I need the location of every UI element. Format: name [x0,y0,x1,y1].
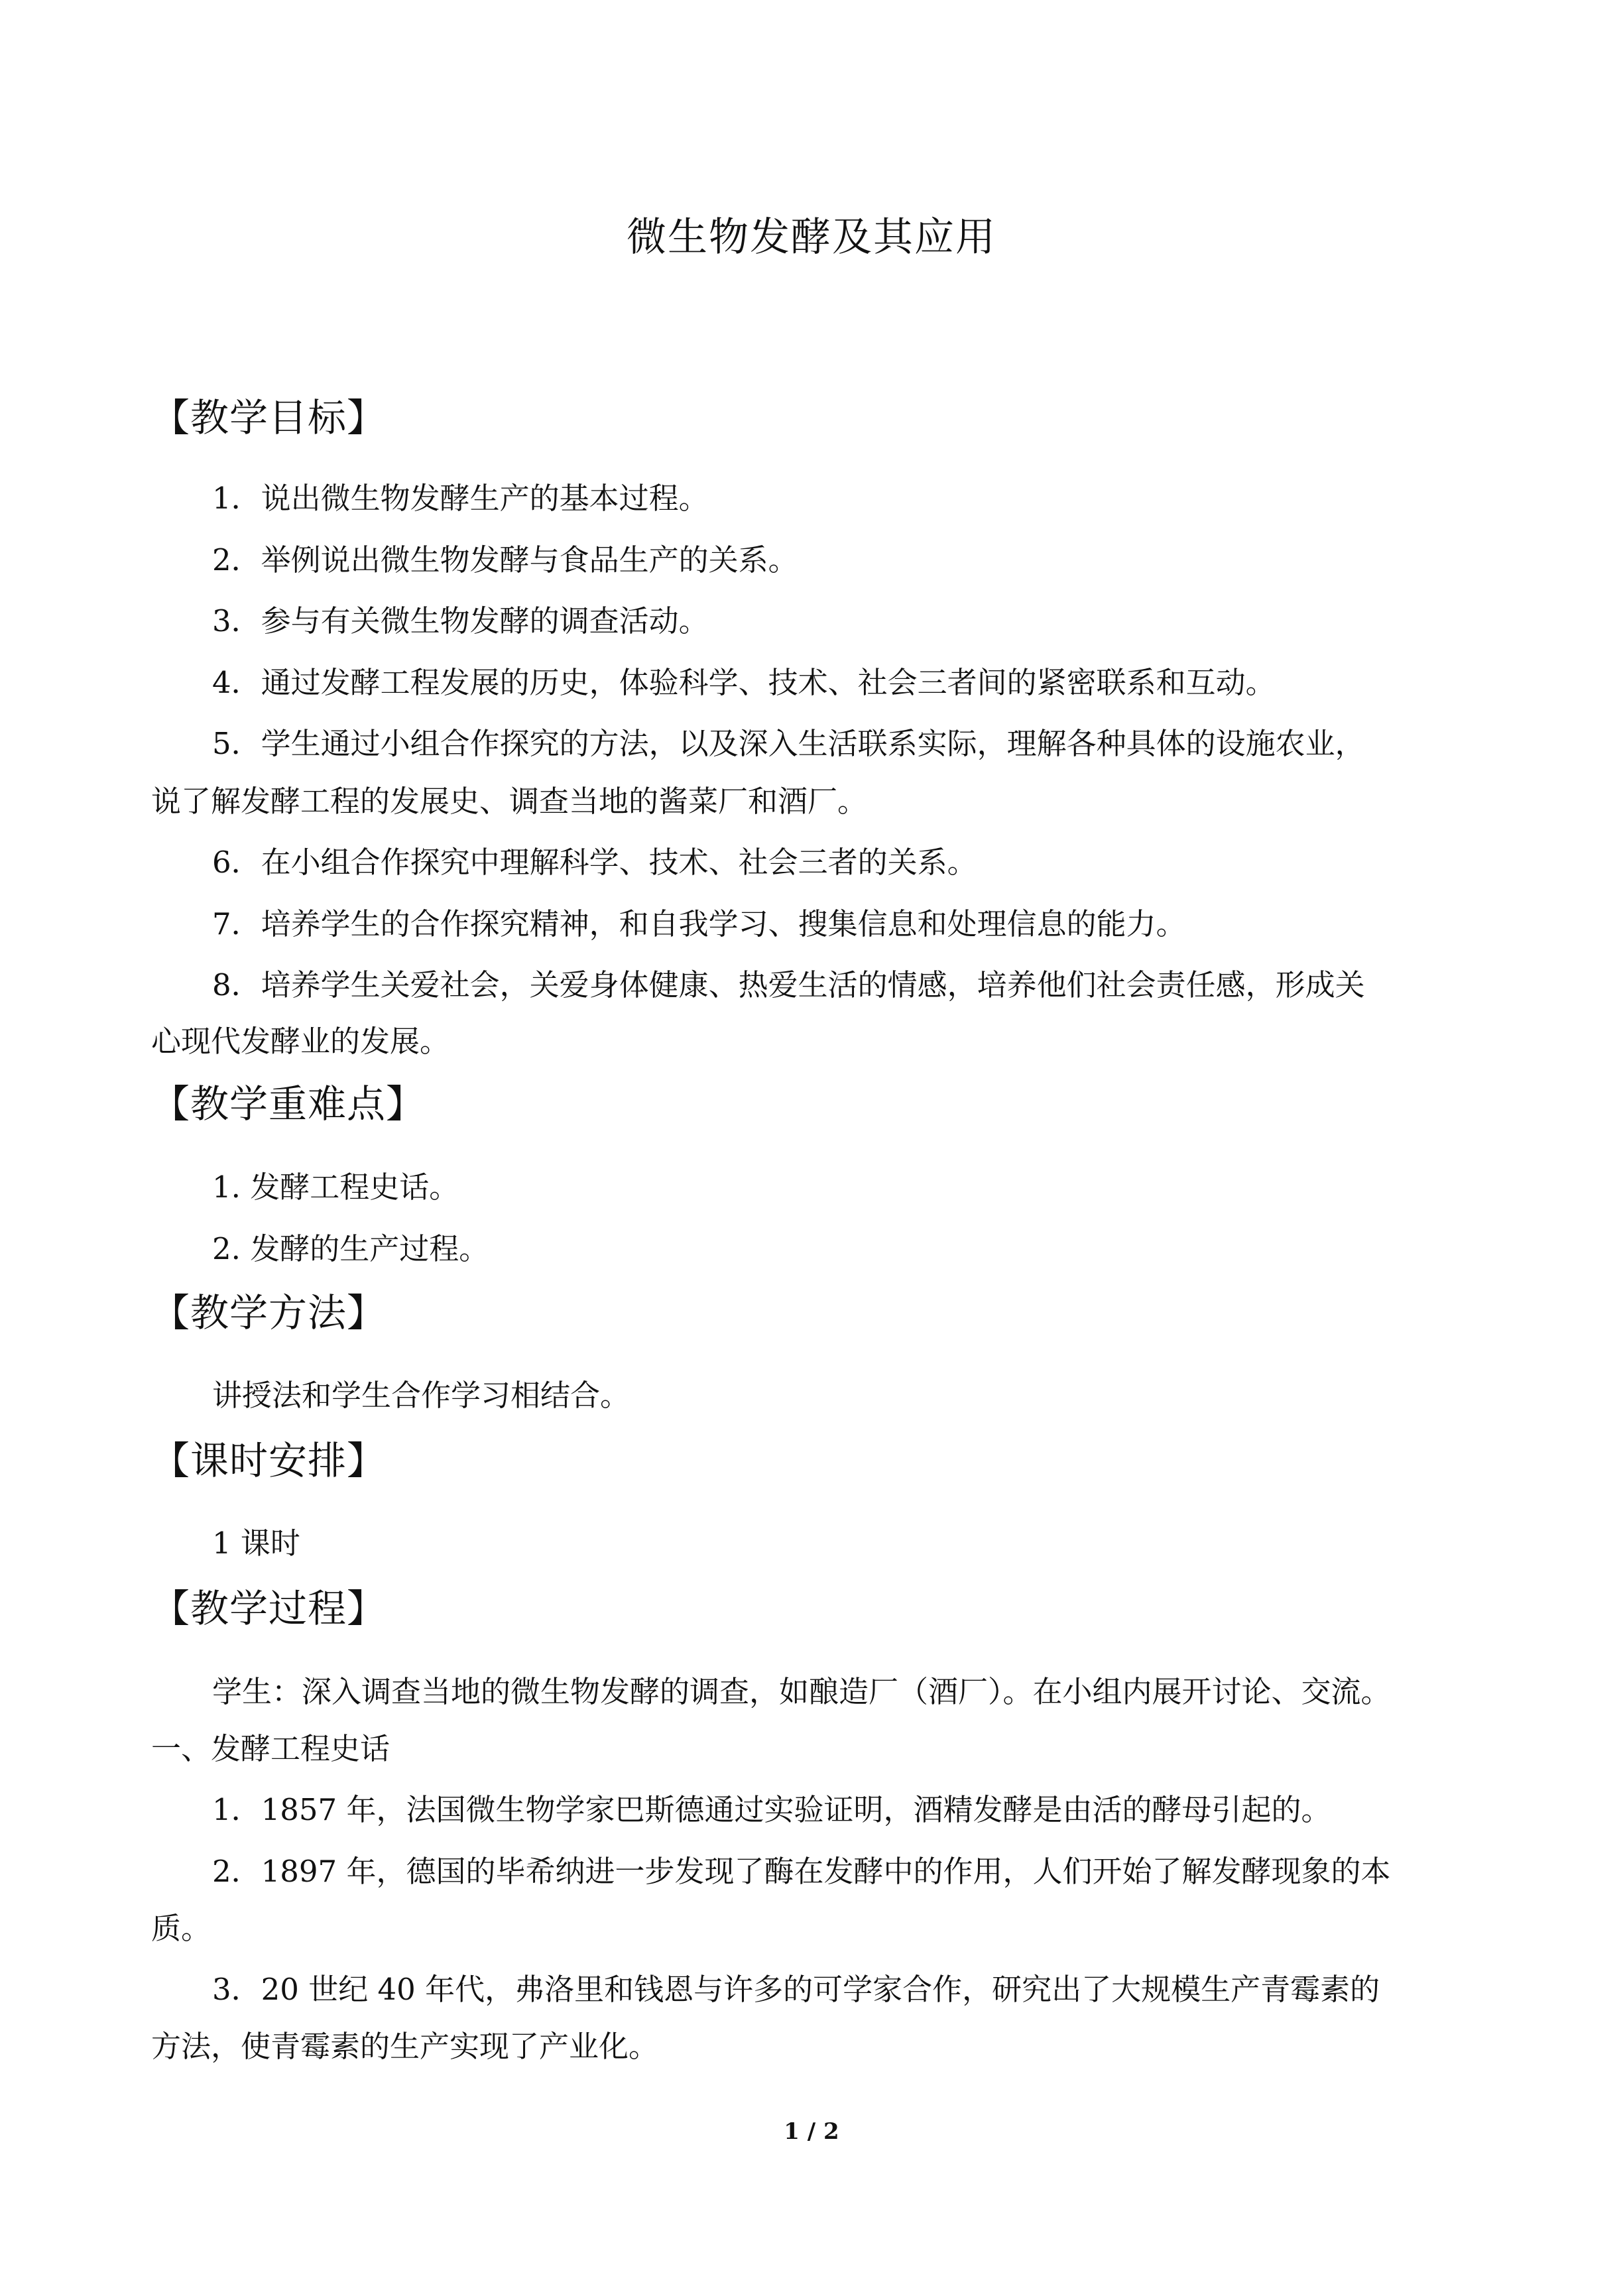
process-line-4: 2．1897 年，德国的毕希纳进一步发现了酶在发酵中的作用，人们开始了解发酵现象的本 [212,1854,1391,1889]
section-heading-key-points: 【教学重难点】 [151,1081,426,1126]
process-line-5-continued: 方法，使青霉素的生产实现了产业化。 [151,2029,659,2064]
page-number: 1 / 2 [784,2118,839,2145]
key-point-item-2: 2. 发酵的生产过程。 [212,1231,489,1266]
process-line-5: 3．20 世纪 40 年代，弗洛里和钱恩与许多的可学家合作，研究出了大规模生产青霉素的 [212,1972,1380,2007]
section-heading-methods: 【教学方法】 [151,1290,387,1335]
section-heading-process: 【教学过程】 [151,1586,387,1631]
section-heading-objectives: 【教学目标】 [151,395,387,440]
objective-item-1: 1．说出微生物发酵生产的基本过程。 [212,481,709,516]
process-line-4-continued: 质。 [151,1911,211,1946]
objective-item-8: 8．培养学生关爱社会，关爱身体健康、热爱生活的情感，培养他们社会责任感，形成关 [212,967,1365,1002]
objective-item-2: 2．举例说出微生物发酵与食品生产的关系。 [212,542,798,577]
objective-item-7: 7．培养学生的合作探究精神，和自我学习、搜集信息和处理信息的能力。 [212,906,1186,941]
objective-item-5: 5．学生通过小组合作探究的方法，以及深入生活联系实际，理解各种具体的设施农业， [212,726,1365,761]
objective-item-8-continued: 心现代发酵业的发展。 [151,1024,450,1059]
objective-item-3: 3．参与有关微生物发酵的调查活动。 [212,603,709,638]
section-heading-schedule: 【课时安排】 [151,1438,387,1483]
objective-item-5-continued: 说了解发酵工程的发展史、调查当地的酱菜厂和酒厂。 [151,784,868,819]
methods-text: 讲授法和学生合作学习相结合。 [212,1378,631,1413]
process-line-1: 学生：深入调查当地的微生物发酵的调查，如酿造厂（酒厂）。在小组内展开讨论、交流。 [212,1674,1391,1709]
process-line-3: 1．1857 年，法国微生物学家巴斯德通过实验证明，酒精发酵是由活的酵母引起的。 [212,1792,1331,1827]
schedule-text: 1 课时 [212,1526,300,1561]
page-title: 微生物发酵及其应用 [627,214,996,261]
objective-item-6: 6．在小组合作探究中理解科学、技术、社会三者的关系。 [212,845,977,880]
key-point-item-1: 1. 发酵工程史话。 [212,1170,459,1205]
process-subheading: 一、发酵工程史话 [151,1731,391,1766]
objective-item-4: 4．通过发酵工程发展的历史，体验科学、技术、社会三者间的紧密联系和互动。 [212,665,1276,700]
